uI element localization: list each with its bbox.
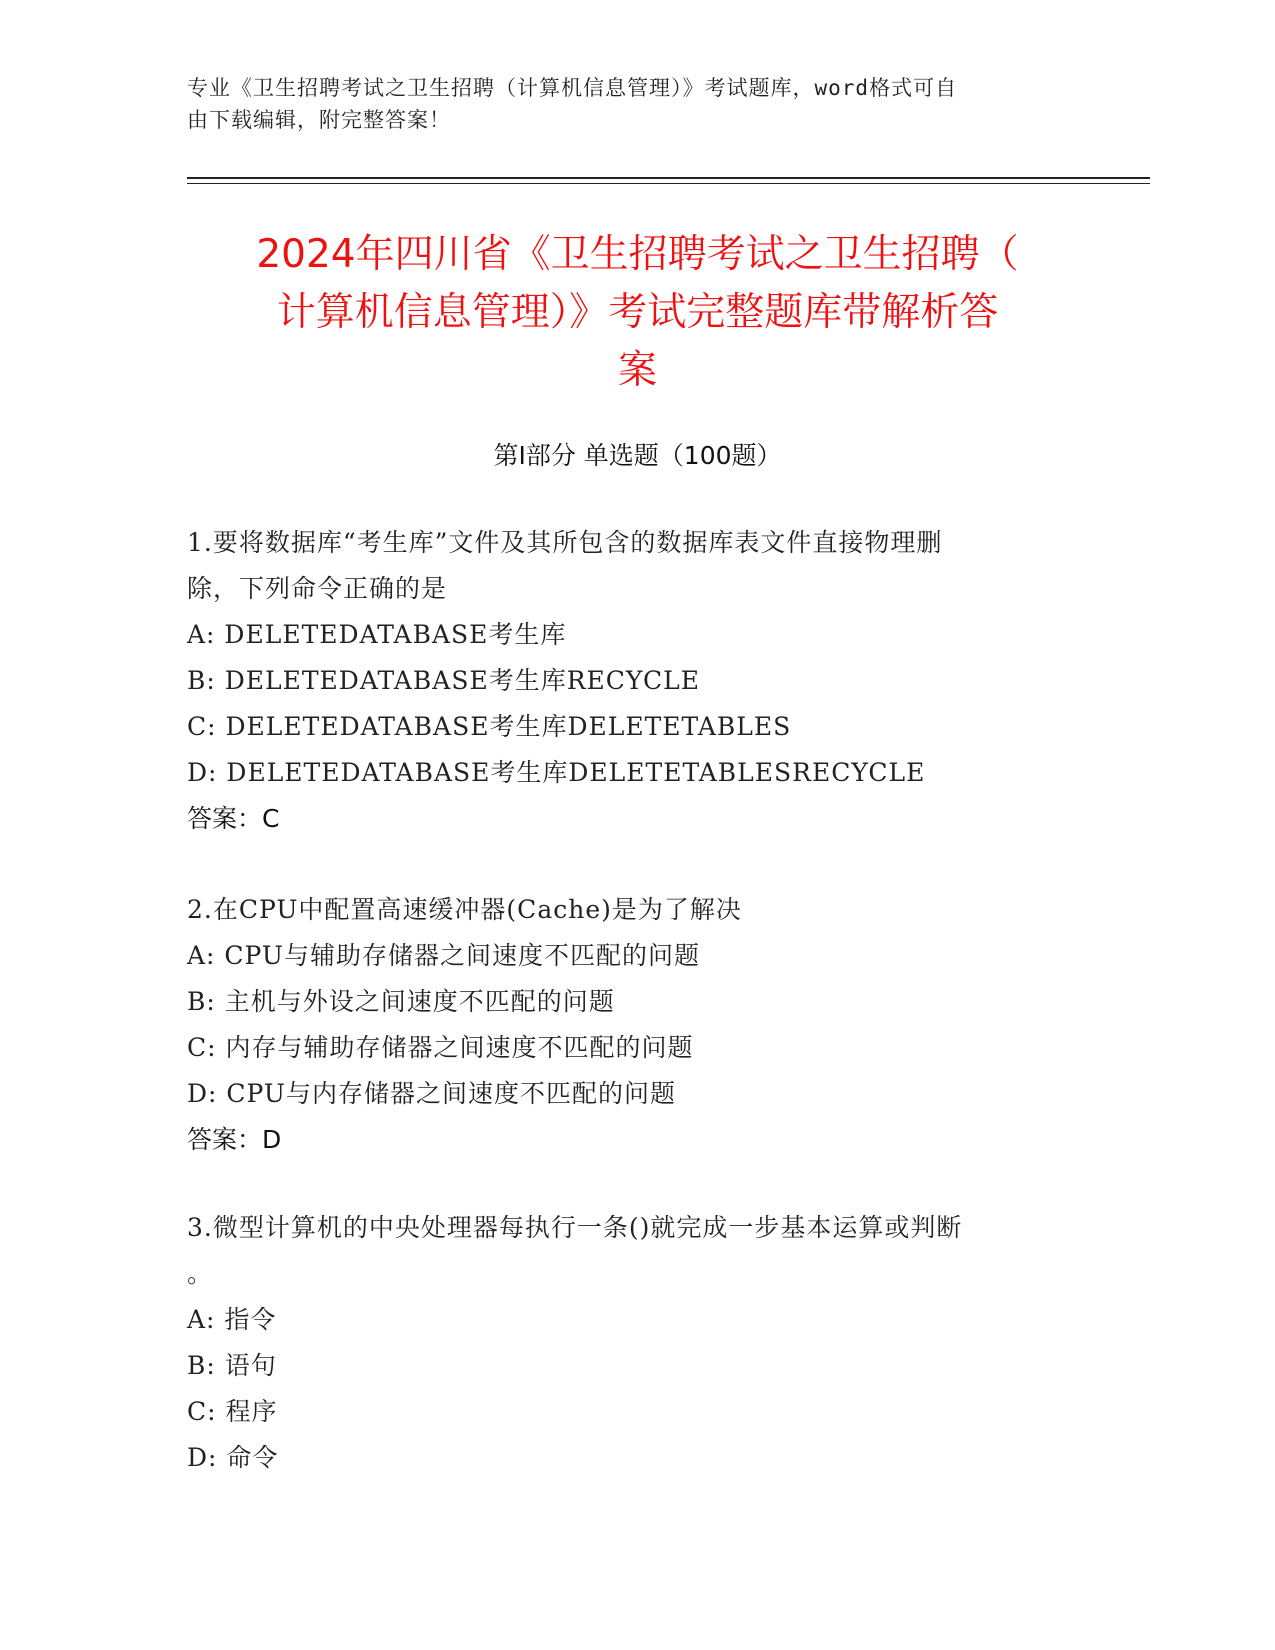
question-stem: 2.在CPU中配置高速缓冲器(Cache)是为了解决 bbox=[187, 895, 742, 924]
question-3 bbox=[187, 1205, 1087, 1481]
option-c: C: DELETEDATABASE考生库DELETETABLES bbox=[187, 712, 792, 741]
option-c: C: 程序 bbox=[187, 1397, 278, 1426]
header-divider-thick bbox=[187, 177, 1150, 179]
question-stem: 1.要将数据库“考生库”文件及其所包含的数据库表文件直接物理删 bbox=[187, 528, 943, 557]
header-note bbox=[187, 72, 1067, 136]
header-note-line-1: 专业《卫生招聘考试之卫生招聘（计算机信息管理）》考试题库，word格式可自 bbox=[187, 76, 958, 100]
question-stem: 3.微型计算机的中央处理器每执行一条()就完成一步基本运算或判断 bbox=[187, 1213, 963, 1242]
answer: 答案：D bbox=[187, 1125, 282, 1154]
title-line-3: 案 bbox=[617, 348, 657, 393]
option-c: C: 内存与辅助存储器之间速度不匹配的问题 bbox=[187, 1033, 694, 1062]
option-d: D: DELETEDATABASE考生库DELETETABLESRECYCLE bbox=[187, 758, 926, 787]
title-line-2: 计算机信息管理）》考试完整题库带解析答 bbox=[276, 290, 999, 335]
section-heading: 第I部分 单选题（100题） bbox=[493, 441, 782, 470]
option-a: A: DELETEDATABASE考生库 bbox=[187, 620, 567, 649]
option-d: D: CPU与内存储器之间速度不匹配的问题 bbox=[187, 1079, 676, 1108]
header-note-line-2: 由下载编辑，附完整答案！ bbox=[187, 108, 451, 132]
option-a: A: CPU与辅助存储器之间速度不匹配的问题 bbox=[187, 941, 701, 970]
option-a: A: 指令 bbox=[187, 1305, 277, 1334]
option-d: D: 命令 bbox=[187, 1443, 279, 1472]
header-divider-thin bbox=[187, 183, 1150, 184]
answer: 答案：C bbox=[187, 804, 280, 833]
question-stem: 除，下列命令正确的是 bbox=[187, 574, 448, 603]
option-b: B: 语句 bbox=[187, 1351, 277, 1380]
option-b: B: DELETEDATABASE考生库RECYCLE bbox=[187, 666, 700, 695]
title-line-1: 2024年四川省《卫生招聘考试之卫生招聘（ bbox=[256, 232, 1019, 277]
option-b: B: 主机与外设之间速度不匹配的问题 bbox=[187, 987, 615, 1016]
question-2 bbox=[187, 887, 1087, 1163]
document-title bbox=[160, 226, 1115, 400]
question-1 bbox=[187, 520, 1087, 842]
question-stem: 。 bbox=[187, 1259, 214, 1288]
